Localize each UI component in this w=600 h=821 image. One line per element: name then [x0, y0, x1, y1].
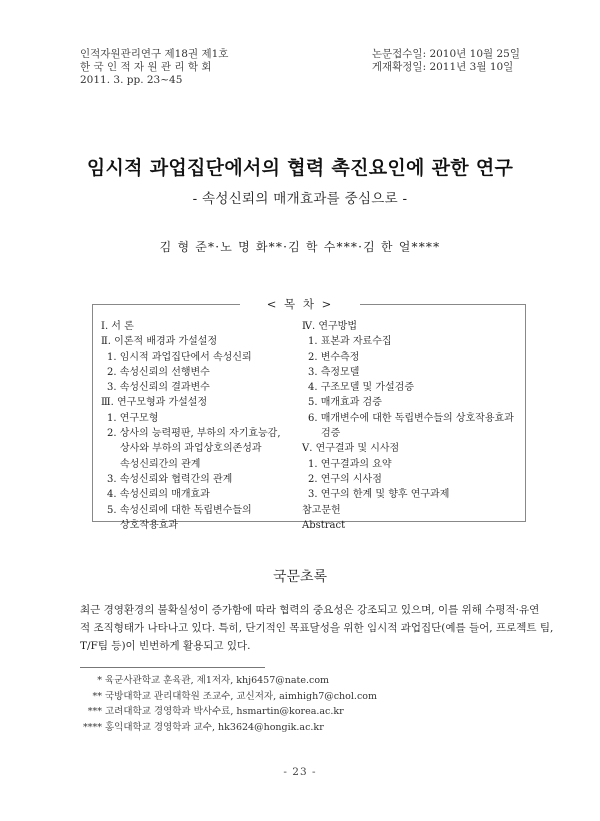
abstract-body — [80, 601, 554, 656]
footnote — [80, 704, 377, 720]
footnote — [80, 673, 377, 689]
submission-dates — [372, 48, 520, 74]
toc-item: 2. 연구의 시사점 — [308, 473, 382, 485]
issue-pages: 2011. 3. pp. 23~45 — [80, 74, 183, 86]
toc-right-column — [302, 319, 522, 533]
toc-item: Ⅳ. 연구방법 — [302, 321, 357, 332]
paper-title: 임시적 과업집단에서의 협력 촉진요인에 관한 연구 — [86, 157, 514, 179]
toc-item: 참고문헌 — [302, 504, 341, 516]
footnote-text: 홍익대학교 경영학과 교수, hk3624@hongik.ac.kr — [105, 721, 324, 733]
toc-item: 2. 속성신뢰의 선행변수 — [107, 366, 210, 378]
abstract-line: 적 조직형태가 나타나고 있다. 특히, 단기적인 목표달성을 위한 임시적 과업집단(예를 들어, 프로젝트 팀, — [80, 622, 554, 635]
toc-item: 4. 속성신뢰의 매개효과 — [107, 489, 210, 501]
toc-item: 1. 연구모형 — [107, 412, 159, 424]
paper-subtitle: - 속성신뢰의 매개효과를 중심으로 - — [192, 191, 408, 207]
toc-item: 검증 — [321, 428, 341, 440]
toc-item: 2. 상사의 능력평판, 부하의 자기효능감, — [107, 428, 281, 440]
toc-item: 6. 매개변수에 대한 독립변수들의 상호작용효과 — [308, 412, 514, 424]
toc-item: 4. 구조모델 및 가설검증 — [308, 382, 415, 394]
footnote-text: 고려대학교 경영학과 박사수료, hsmartin@korea.ac.kr — [105, 706, 344, 718]
footnote-mark: * — [97, 675, 102, 686]
toc-item: 1. 임시적 과업집단에서 속성신뢰 — [107, 351, 252, 363]
toc-item: Ⅲ. 연구모형과 가설설정 — [101, 397, 208, 409]
abstract-heading: 국문초록 — [272, 569, 328, 585]
toc-item: 상호작용효과 — [120, 519, 178, 531]
footnote-divider — [80, 667, 265, 668]
toc-item: 5. 매개효과 검증 — [308, 397, 382, 409]
toc-item: Ⅱ. 이론적 배경과 가설설정 — [101, 336, 218, 348]
toc-item: 1. 연구결과의 요약 — [308, 458, 392, 470]
toc-item: Ⅰ. 서 론 — [101, 321, 134, 332]
author-list: 김 형 준*·노 명 화**·김 학 수***·김 한 얼**** — [159, 240, 441, 254]
page-number: - 23 - — [283, 766, 317, 778]
toc-item: Ⅴ. 연구결과 및 시사점 — [302, 443, 400, 455]
toc-heading: < 목 차 > — [240, 296, 360, 312]
toc-item: 3. 연구의 한계 및 향후 연구과제 — [308, 489, 450, 501]
footnote — [80, 720, 377, 736]
toc-item: 속성신뢰간의 관계 — [120, 458, 201, 470]
footnote-text: 육군사관학교 훈육관, 제1저자, khj6457@nate.com — [105, 675, 330, 686]
journal-info — [80, 48, 228, 87]
footnotes — [80, 673, 377, 735]
toc-item: 1. 표본과 자료수집 — [308, 336, 392, 348]
toc-item: 3. 속성신뢰의 결과변수 — [107, 382, 210, 394]
toc-item: 2. 변수측정 — [308, 351, 360, 363]
society-name: 한 국 인 적 자 원 관 리 학 회 — [80, 61, 212, 73]
toc-item: 5. 속성신뢰에 대한 독립변수들의 — [107, 504, 252, 516]
received-date: 논문접수일: 2010년 10월 25일 — [371, 48, 520, 60]
footnote — [80, 689, 377, 705]
abstract-line: T/F팀 등)이 빈번하게 활용되고 있다. — [80, 640, 251, 653]
abstract-line: 최근 경영환경의 불확실성이 증가함에 따라 협력의 중요성은 강조되고 있으며, 이를 위해 수평적·유연 — [80, 604, 540, 616]
toc-item: 3. 속성신뢰와 협력간의 관계 — [107, 473, 233, 485]
accepted-date: 게재확정일: 2011년 3월 10일 — [371, 61, 514, 73]
footnote-mark: **** — [83, 721, 102, 733]
footnote-mark: *** — [87, 706, 102, 718]
footnote-mark: ** — [92, 690, 102, 702]
footnote-text: 국방대학교 관리대학원 조교수, 교신저자, aimhigh7@chol.com — [105, 690, 378, 702]
toc-left-column — [101, 319, 301, 533]
toc-item: 3. 측정모델 — [308, 366, 360, 378]
toc-item: 상사와 부하의 과업상호의존성과 — [120, 443, 262, 455]
toc-item: Abstract — [302, 519, 346, 531]
journal-name: 인적자원관리연구 제18권 제1호 — [80, 48, 229, 60]
